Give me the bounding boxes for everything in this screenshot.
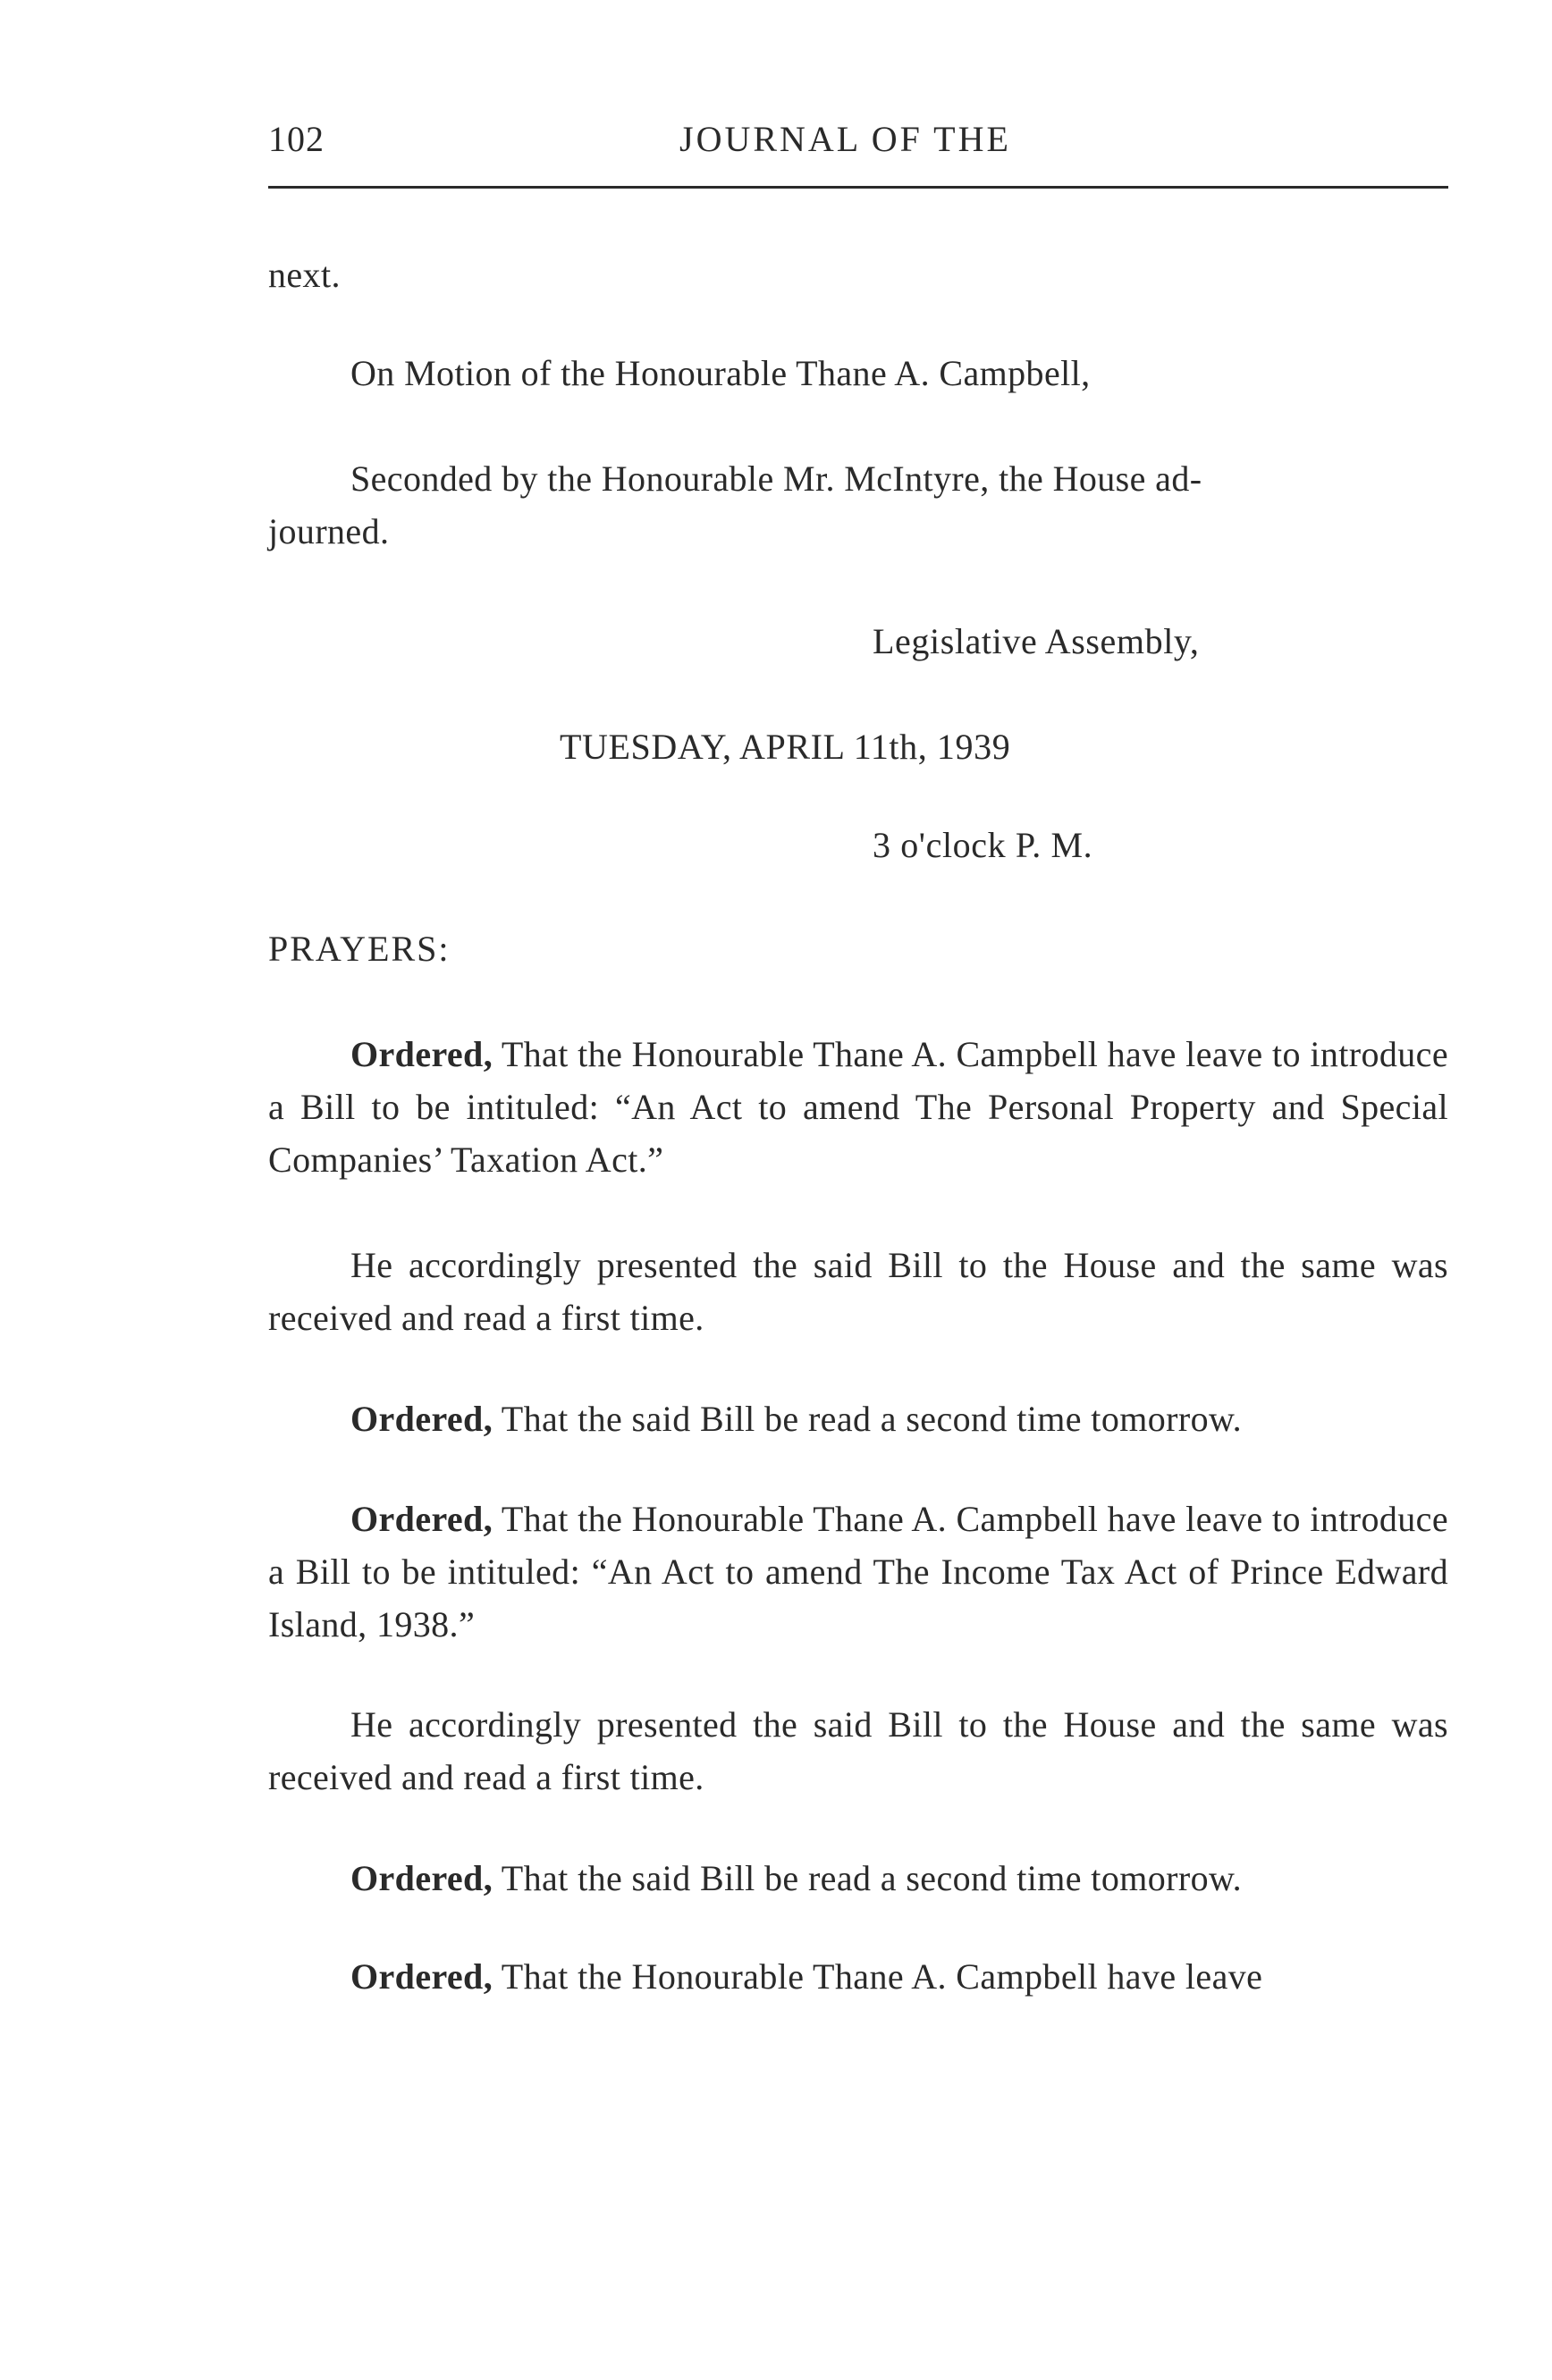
session-date: TUESDAY, APRIL 11th, 1939 <box>560 727 1011 767</box>
running-head: JOURNAL OF THE <box>679 119 1011 159</box>
ordered-label: Ordered, <box>350 1956 493 1997</box>
order-text: That the said Bill be read a second time tomorrow. <box>493 1858 1243 1898</box>
ordered-label: Ordered, <box>350 1034 493 1074</box>
order-text: That the Honourable Thane A. Campbell have leave to introduce a Bill to be intituled: “An Act to amend The Personal Property and Special Companies’ Taxation Act.” <box>268 1034 1448 1180</box>
order-paragraph-6 <box>268 1852 1448 1905</box>
order-paragraph-5: He accordingly presented the said Bill to the House and the same was received and read a first time. <box>268 1704 1448 1797</box>
paragraph-next: next. <box>268 255 341 295</box>
order-text: That the Honourable Thane A. Campbell have leave <box>493 1956 1263 1997</box>
order-paragraph-7 <box>268 1950 1448 2003</box>
order-paragraph-1 <box>268 1028 1448 1186</box>
order-paragraph-4 <box>268 1493 1448 1651</box>
order-text: That the said Bill be read a second time tomorrow. <box>493 1399 1243 1439</box>
page-header <box>268 118 1448 172</box>
ordered-label: Ordered, <box>350 1399 493 1439</box>
order-text: That the Honourable Thane A. Campbell have leave to introduce a Bill to be intituled: “An Act to amend The Income Tax Act of Prince Edward Island, 1938.” <box>268 1499 1448 1644</box>
order-paragraph-2: He accordingly presented the said Bill to the House and the same was received and read a first time. <box>268 1245 1448 1338</box>
paragraph-seconded-line2: journed. <box>268 511 390 551</box>
order-paragraph-3 <box>268 1392 1448 1445</box>
page-number: 102 <box>268 119 325 159</box>
prayers-heading: PRAYERS: <box>268 929 451 969</box>
paragraph-motion: On Motion of the Honourable Thane A. Campbell, <box>350 353 1091 393</box>
session-time: 3 o'clock P. M. <box>873 825 1093 865</box>
ordered-label: Ordered, <box>350 1499 493 1539</box>
paragraph-seconded-line1: Seconded by the Honourable Mr. McIntyre, the House ad- <box>350 458 1202 499</box>
legislative-assembly-label: Legislative Assembly, <box>873 621 1200 661</box>
header-rule <box>268 186 1448 189</box>
ordered-label: Ordered, <box>350 1858 493 1898</box>
